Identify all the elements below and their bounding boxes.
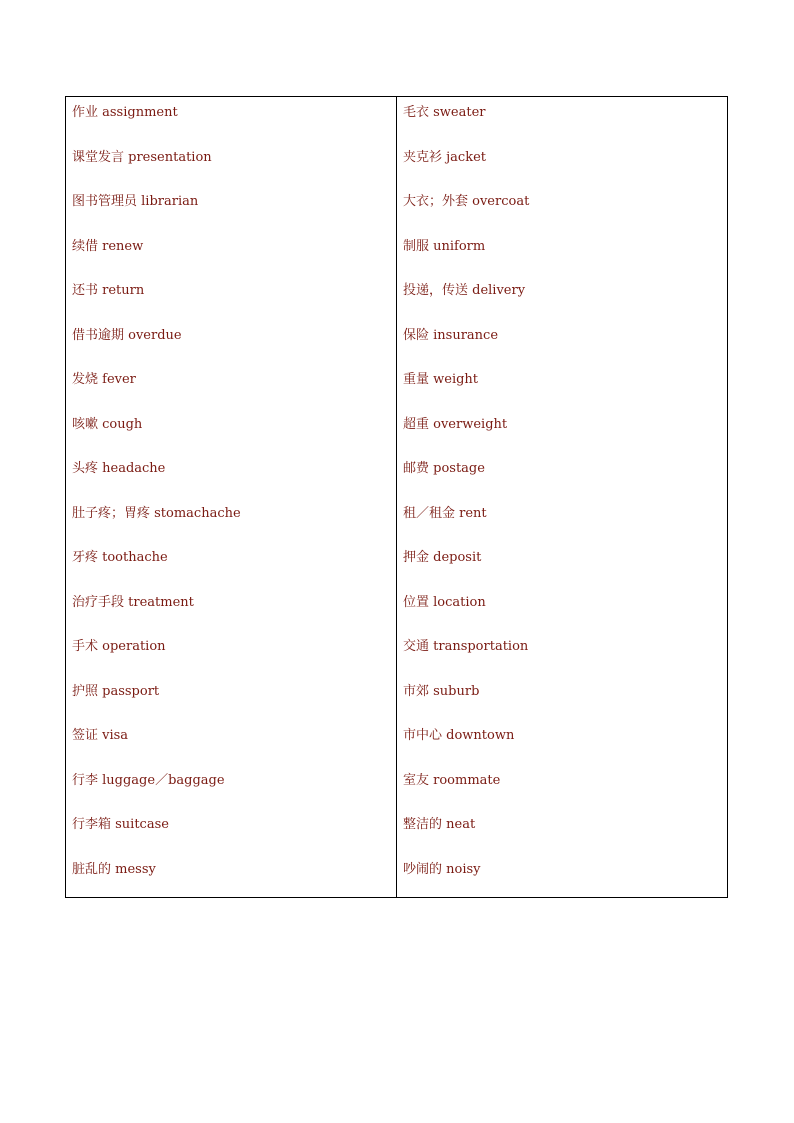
vocabulary-entry: 超重 overweight [403, 416, 508, 432]
vocabulary-entry: 保险 insurance [403, 327, 499, 343]
vocabulary-entry: 市郊 suburb [403, 683, 480, 699]
vocabulary-entry: 还书 return [72, 283, 145, 298]
vocabulary-entry: 室友 roommate [403, 772, 501, 788]
vocabulary-entry: 租／租金 rent [403, 505, 487, 521]
vocabulary-entry: 位置 location [403, 594, 486, 610]
vocabulary-entry: 脏乱的 messy [72, 861, 156, 877]
vocabulary-entry: 邮费 postage [403, 461, 485, 476]
vocabulary-entry: 整洁的 neat [403, 817, 476, 832]
vocabulary-entry: 重量 weight [403, 372, 479, 387]
vocabulary-entry: 毛衣 sweater [403, 105, 486, 120]
vocabulary-entry: 图书管理员 librarian [72, 194, 199, 209]
vocabulary-entry: 作业 assignment [72, 105, 178, 120]
vocabulary-table [65, 96, 728, 898]
vocabulary-entry: 行李 luggage／baggage [72, 772, 225, 788]
vocabulary-entry: 头疼 headache [72, 461, 166, 476]
vocabulary-entry: 发烧 fever [72, 372, 136, 387]
vocabulary-entry: 制服 uniform [403, 238, 486, 254]
vocabulary-entry: 咳嗽 cough [72, 416, 143, 432]
vocabulary-entry: 大衣；外套 overcoat [403, 194, 530, 209]
vocabulary-entry: 市中心 downtown [403, 728, 515, 743]
vocabulary-column-right [396, 97, 727, 897]
vocabulary-entry: 交通 transportation [403, 639, 529, 654]
vocabulary-entry: 行李箱 suitcase [72, 817, 169, 832]
vocabulary-entry: 课堂发言 presentation [72, 149, 212, 165]
vocabulary-entry: 手术 operation [72, 639, 166, 654]
vocabulary-entry: 投递，传送 delivery [403, 283, 526, 298]
vocabulary-entry: 肚子疼；胃疼 stomachache [72, 505, 241, 521]
vocabulary-entry: 续借 renew [72, 238, 144, 254]
vocabulary-entry: 治疗手段 treatment [72, 594, 194, 610]
vocabulary-entry: 借书逾期 overdue [72, 327, 182, 343]
vocabulary-entry: 牙疼 toothache [72, 550, 168, 565]
vocabulary-entry: 吵闹的 noisy [403, 861, 481, 877]
vocabulary-entry: 夹克衫 jacket [403, 149, 486, 165]
vocabulary-entry: 护照 passport [72, 683, 160, 699]
vocabulary-entry: 押金 deposit [403, 550, 482, 565]
vocabulary-column-left [66, 97, 396, 897]
vocabulary-entry: 签证 visa [72, 728, 129, 743]
